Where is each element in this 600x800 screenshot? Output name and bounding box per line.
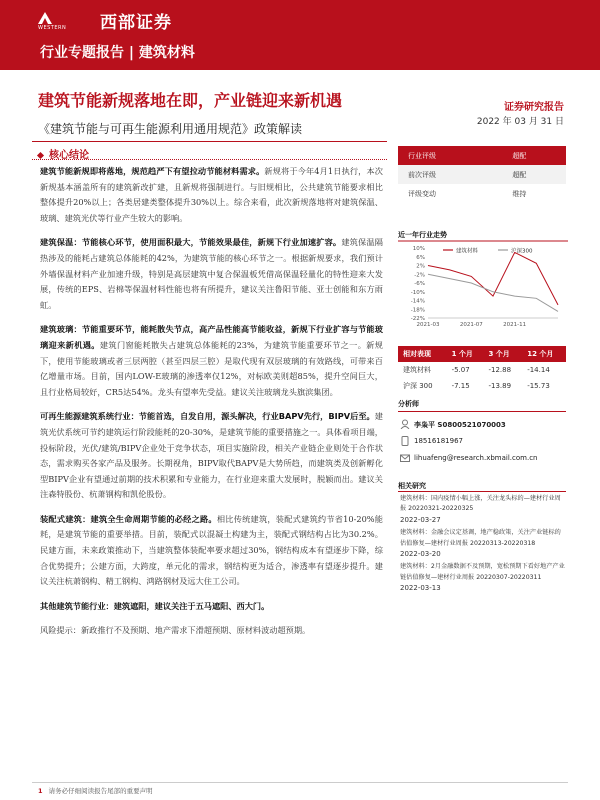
company-logo <box>38 12 88 31</box>
analyst-name: 李枭平 S0800521070003 <box>414 421 506 429</box>
rating-row: 评级变动 维持 <box>408 189 527 198</box>
paragraph-renewable: 可再生能源建筑系统行业：节能首选，自发自用，源头解决，行业BAPV先行，BIPV后至。建筑光伏系统可节约建筑运行阶段能耗的20-30%，是建筑节能的重要措施之一。具体看项目端，投标阶段，光伏/建筑/BIPV企业处于竞争状态，项目实施阶段，相关产业链企业则处于合作状态，需求购买各家产品及服务。长期视角，BIPV取代BAPV是大势所趋，而建筑类及创新孵化型BIPV企业有望通过前期的技术积累和专业能力，在行业迎来重大发展时，脱颖而出。建议关注森特股份、杭萧钢构和凯伦股份。 <box>40 411 383 500</box>
analyst-divider <box>398 411 566 412</box>
related-item[interactable]: 建筑材料：金融会议定基调，地产稳政策，关注产业链标的估值修复—建材行业周报 20220313-20220318 2022-03-20 <box>400 529 561 559</box>
paragraph-risk: 风险提示：新政推行不及预期、地产需求下滑超预期、原材料波动超预期。 <box>40 625 311 636</box>
title-divider <box>32 141 387 142</box>
header-banner <box>0 0 600 70</box>
related-item[interactable]: 建筑材料：2月金融数据不及预期，宽松预期下看好地产产业链估值修复—建材行业周报 20220307-20220311 2022-03-13 <box>400 563 565 593</box>
phone-icon <box>400 436 410 446</box>
report-date: 2022 年 03 月 31 日 <box>476 117 564 127</box>
analyst-email[interactable]: lihuafeng@research.xbmail.com.cn <box>414 454 538 462</box>
paragraph-prefab: 装配式建筑：建筑全生命周期节能的必经之路。相比传统建筑，装配式建筑约节省10-20%能耗，是建筑节能的重要举措。目前，装配式以混凝土构建为主，装配式钢结构占比为30.2%。民建方面，未来政策推动下，当建筑整体装配率要求超过30%，钢结构成本有望逐步下降，综合优势提升；公建方面，大跨度，单元化的需求，钢结构更为适合，渗透率有望逐步提升。建议关注杭萧钢构、精工钢构、鸿路钢材及远大住工公司。 <box>40 513 383 587</box>
footer <box>38 786 153 795</box>
user-icon <box>400 419 410 429</box>
analyst-phone: 18516181967 <box>414 437 463 445</box>
body-text <box>40 164 383 648</box>
page-title: 建筑节能新规落地在即，产业链迎来新机遇 <box>38 91 343 110</box>
series-line <box>428 274 558 311</box>
paragraph-glass: 建筑玻璃：节能重要环节，能耗散失节点，高产品性能高节能收益，新规下行业扩容与节能玻璃迎来新机遇。建筑门窗能耗散失占建筑总体能耗的23%，为建筑节能重要环节之一。新规下，使用节能玻璃或者三层两腔（甚至四层三腔）是取代现有双层玻璃的有效路线，可带来百亿增量市场。目前，国内LOW-E玻璃的渗透率仅12%，对标欧美则超85%，提升空间巨大，且行业格局较好，CR5达54%。龙头有望率先受益。建议关注玻璃龙头旗滨集团。 <box>40 324 383 397</box>
rating-row: 前次评级 超配 <box>398 165 566 184</box>
legend-label: 建筑材料 <box>456 248 479 255</box>
y-tick-label: -14% <box>410 298 425 305</box>
y-tick-label: -22% <box>410 316 425 322</box>
trend-chart <box>398 228 568 334</box>
report-type: 证券研究报告 <box>504 102 564 113</box>
page-subtitle: 《建筑节能与可再生能源利用通用规范》政策解读 <box>38 122 303 136</box>
legend-label: 沪深300 <box>511 248 533 255</box>
logo-icon <box>38 12 52 24</box>
rating-panel <box>398 146 566 203</box>
logo-subtext: WESTERN <box>38 25 67 31</box>
y-tick-label: -6% <box>414 281 425 287</box>
email-icon <box>400 453 410 463</box>
rating-table <box>398 146 566 203</box>
y-tick-label: 2% <box>416 263 425 270</box>
y-tick-label: -18% <box>410 307 425 314</box>
section-divider <box>32 159 387 160</box>
y-tick-label: 6% <box>416 254 425 261</box>
y-tick-label: -10% <box>410 289 425 296</box>
brand-name: 西部证券 <box>100 13 172 33</box>
footer-divider <box>32 782 568 783</box>
footer-disclaimer: 请务必仔细阅读报告尾部的重要声明 <box>48 787 153 795</box>
paragraph-other: 其他建筑节能行业：建筑遮阳，建议关注于五马遮阳、西大门。 <box>40 600 270 611</box>
rating-row: 行业评级 超配 <box>398 146 566 165</box>
x-tick-label: 2021-11 <box>503 322 527 328</box>
x-tick-label: 2021-07 <box>459 322 483 328</box>
trend-chart-svg <box>398 228 568 334</box>
paragraph-insulation: 建筑保温：节能核心环节，使用面积最大，节能效果最佳，新规下行业加速扩容。建筑保温隔热涉及的能耗占建筑总体能耗的42%，为建筑节能的核心环节之一。根据新规要求，我们预计外墙保温材料产业加速升级，特别是高层建筑中复合保温板凭借高保温轻量化的特性迎来大发展，传统的EPS、岩棉等保温材料性能也将有所提升，建议关注鲁阳节能、亚士创能和东方雨虹。 <box>40 237 383 310</box>
chart-title: 近一年行业走势 <box>398 231 447 239</box>
related-item[interactable]: 建筑材料：国内疫情小幅上涨，关注龙头标的—建材行业周报 20220321-20220325 2022-03-27 <box>400 495 561 524</box>
performance-row: 建筑材料 -5.07 -12.88 -14.14 <box>403 366 550 374</box>
y-tick-label: 10% <box>412 246 425 252</box>
performance-header-row: 相对表现 1 个月 3 个月 12 个月 <box>398 346 566 362</box>
related-heading: 相关研究 <box>398 482 426 490</box>
page-number: 1 <box>38 787 43 795</box>
y-tick-label: -2% <box>414 272 425 279</box>
diamond-icon <box>37 151 44 158</box>
analyst-heading: 分析师 <box>398 400 419 408</box>
related-divider <box>398 491 566 492</box>
section-heading: 核心结论 <box>38 146 89 161</box>
performance-table <box>398 346 566 394</box>
paragraph-insulation-rule: 建筑节能新规即将落地，规范趋严下有望拉动节能材料需求。新规将于今年4月1日执行，本次新规基本涵盖所有的建筑新改扩建，且新规将强制进行。与旧规相比，公共建筑节能要求相比整体提升20%以上；各类居建类整体提升30%以上。综合来看，此次新规落地将对建筑保温、玻璃、建筑光伏等行业产生较大的影响。 <box>40 166 383 223</box>
x-tick-label: 2021-03 <box>416 322 440 328</box>
related-list <box>400 494 566 597</box>
report-category: 行业专题报告 | 建筑材料 <box>40 45 195 61</box>
performance-row: 沪深 300 -7.15 -13.89 -15.73 <box>403 382 550 390</box>
